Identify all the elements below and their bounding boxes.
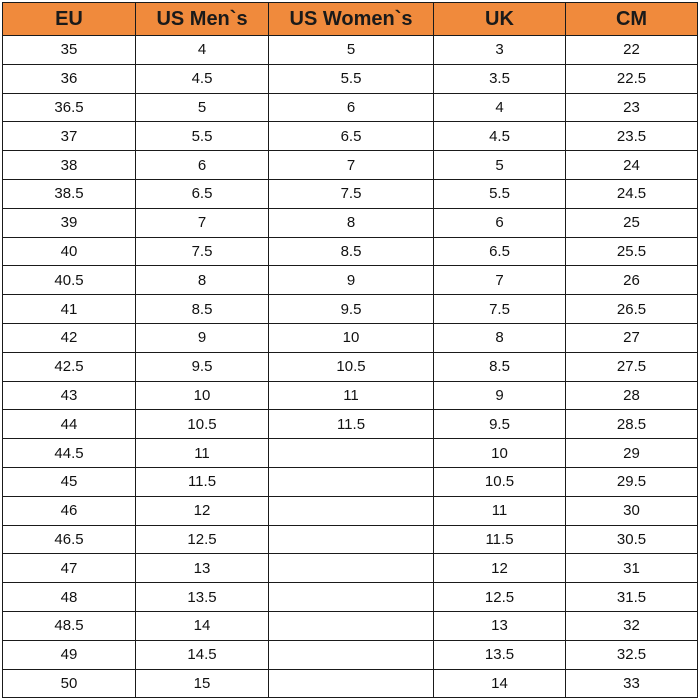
cell-cm: 28 bbox=[566, 381, 698, 410]
cell-cm: 27.5 bbox=[566, 352, 698, 381]
table-row bbox=[3, 208, 698, 237]
column-header-cm: CM bbox=[566, 3, 698, 36]
cell-cm: 23.5 bbox=[566, 122, 698, 151]
table-row bbox=[3, 295, 698, 324]
cell-uk: 11 bbox=[434, 496, 566, 525]
cell-uk: 13 bbox=[434, 611, 566, 640]
cell-us-mens: 11 bbox=[136, 439, 269, 468]
cell-us-mens: 10.5 bbox=[136, 410, 269, 439]
cell-us-womens: 5 bbox=[269, 36, 434, 65]
cell-cm: 26 bbox=[566, 266, 698, 295]
cell-eu: 50 bbox=[3, 669, 136, 698]
cell-us-womens: 8.5 bbox=[269, 237, 434, 266]
cell-us-mens: 12.5 bbox=[136, 525, 269, 554]
cell-eu: 35 bbox=[3, 36, 136, 65]
cell-eu: 36.5 bbox=[3, 93, 136, 122]
cell-us-mens: 12 bbox=[136, 496, 269, 525]
cell-us-womens: 10.5 bbox=[269, 352, 434, 381]
cell-uk: 6.5 bbox=[434, 237, 566, 266]
column-header-eu: EU bbox=[3, 3, 136, 36]
table-row bbox=[3, 237, 698, 266]
cell-cm: 33 bbox=[566, 669, 698, 698]
cell-cm: 30 bbox=[566, 496, 698, 525]
cell-eu: 47 bbox=[3, 554, 136, 583]
cell-uk: 4.5 bbox=[434, 122, 566, 151]
cell-us-mens: 7 bbox=[136, 208, 269, 237]
cell-us-mens: 4.5 bbox=[136, 64, 269, 93]
cell-eu: 46 bbox=[3, 496, 136, 525]
cell-eu: 48 bbox=[3, 583, 136, 612]
cell-eu: 37 bbox=[3, 122, 136, 151]
cell-us-womens bbox=[269, 554, 434, 583]
cell-uk: 4 bbox=[434, 93, 566, 122]
cell-eu: 46.5 bbox=[3, 525, 136, 554]
cell-eu: 43 bbox=[3, 381, 136, 410]
cell-us-mens: 7.5 bbox=[136, 237, 269, 266]
cell-cm: 24.5 bbox=[566, 179, 698, 208]
cell-uk: 14 bbox=[434, 669, 566, 698]
cell-cm: 29.5 bbox=[566, 467, 698, 496]
cell-us-womens: 8 bbox=[269, 208, 434, 237]
cell-us-womens: 11.5 bbox=[269, 410, 434, 439]
table-row bbox=[3, 554, 698, 583]
cell-uk: 6 bbox=[434, 208, 566, 237]
cell-eu: 49 bbox=[3, 640, 136, 669]
cell-us-womens: 6.5 bbox=[269, 122, 434, 151]
cell-cm: 30.5 bbox=[566, 525, 698, 554]
table-row bbox=[3, 36, 698, 65]
cell-us-womens: 7 bbox=[269, 151, 434, 180]
cell-eu: 39 bbox=[3, 208, 136, 237]
size-chart bbox=[2, 2, 697, 698]
cell-cm: 31 bbox=[566, 554, 698, 583]
table-row bbox=[3, 352, 698, 381]
cell-cm: 25 bbox=[566, 208, 698, 237]
cell-uk: 8 bbox=[434, 323, 566, 352]
cell-us-womens bbox=[269, 496, 434, 525]
cell-cm: 32.5 bbox=[566, 640, 698, 669]
table-row bbox=[3, 640, 698, 669]
table-row bbox=[3, 179, 698, 208]
cell-cm: 24 bbox=[566, 151, 698, 180]
table-header-row bbox=[3, 3, 698, 36]
cell-uk: 9.5 bbox=[434, 410, 566, 439]
cell-us-mens: 6 bbox=[136, 151, 269, 180]
table-row bbox=[3, 122, 698, 151]
cell-uk: 12 bbox=[434, 554, 566, 583]
cell-uk: 5 bbox=[434, 151, 566, 180]
cell-us-womens: 9.5 bbox=[269, 295, 434, 324]
cell-us-mens: 8 bbox=[136, 266, 269, 295]
cell-us-womens bbox=[269, 611, 434, 640]
cell-us-womens bbox=[269, 640, 434, 669]
cell-us-womens: 7.5 bbox=[269, 179, 434, 208]
cell-eu: 45 bbox=[3, 467, 136, 496]
column-header-us-womens: US Women`s bbox=[269, 3, 434, 36]
table-row bbox=[3, 410, 698, 439]
cell-us-mens: 9 bbox=[136, 323, 269, 352]
size-conversion-table bbox=[2, 2, 698, 698]
cell-us-womens bbox=[269, 467, 434, 496]
cell-uk: 10 bbox=[434, 439, 566, 468]
cell-eu: 48.5 bbox=[3, 611, 136, 640]
table-row bbox=[3, 381, 698, 410]
cell-uk: 12.5 bbox=[434, 583, 566, 612]
cell-cm: 29 bbox=[566, 439, 698, 468]
cell-us-womens bbox=[269, 583, 434, 612]
cell-eu: 42 bbox=[3, 323, 136, 352]
table-row bbox=[3, 611, 698, 640]
cell-us-mens: 14 bbox=[136, 611, 269, 640]
cell-us-womens bbox=[269, 439, 434, 468]
table-row bbox=[3, 93, 698, 122]
cell-cm: 26.5 bbox=[566, 295, 698, 324]
cell-eu: 40 bbox=[3, 237, 136, 266]
table-row bbox=[3, 266, 698, 295]
table-row bbox=[3, 496, 698, 525]
cell-cm: 22 bbox=[566, 36, 698, 65]
table-row bbox=[3, 525, 698, 554]
cell-cm: 27 bbox=[566, 323, 698, 352]
cell-cm: 28.5 bbox=[566, 410, 698, 439]
cell-us-womens: 10 bbox=[269, 323, 434, 352]
table-row bbox=[3, 64, 698, 93]
cell-us-mens: 5 bbox=[136, 93, 269, 122]
cell-eu: 44.5 bbox=[3, 439, 136, 468]
column-header-uk: UK bbox=[434, 3, 566, 36]
table-body bbox=[3, 36, 698, 698]
cell-uk: 7.5 bbox=[434, 295, 566, 324]
cell-eu: 44 bbox=[3, 410, 136, 439]
table-row bbox=[3, 669, 698, 698]
cell-eu: 36 bbox=[3, 64, 136, 93]
cell-us-womens: 9 bbox=[269, 266, 434, 295]
cell-us-mens: 9.5 bbox=[136, 352, 269, 381]
table-row bbox=[3, 439, 698, 468]
cell-us-mens: 15 bbox=[136, 669, 269, 698]
cell-eu: 38.5 bbox=[3, 179, 136, 208]
cell-us-mens: 13 bbox=[136, 554, 269, 583]
table-row bbox=[3, 323, 698, 352]
cell-us-mens: 8.5 bbox=[136, 295, 269, 324]
cell-eu: 40.5 bbox=[3, 266, 136, 295]
cell-uk: 3.5 bbox=[434, 64, 566, 93]
cell-us-mens: 4 bbox=[136, 36, 269, 65]
cell-us-womens: 6 bbox=[269, 93, 434, 122]
cell-uk: 11.5 bbox=[434, 525, 566, 554]
cell-us-womens bbox=[269, 525, 434, 554]
cell-eu: 41 bbox=[3, 295, 136, 324]
cell-uk: 9 bbox=[434, 381, 566, 410]
cell-uk: 8.5 bbox=[434, 352, 566, 381]
cell-us-mens: 11.5 bbox=[136, 467, 269, 496]
cell-us-mens: 5.5 bbox=[136, 122, 269, 151]
cell-cm: 22.5 bbox=[566, 64, 698, 93]
cell-cm: 25.5 bbox=[566, 237, 698, 266]
cell-us-womens bbox=[269, 669, 434, 698]
cell-us-womens: 5.5 bbox=[269, 64, 434, 93]
cell-uk: 10.5 bbox=[434, 467, 566, 496]
cell-us-womens: 11 bbox=[269, 381, 434, 410]
cell-eu: 42.5 bbox=[3, 352, 136, 381]
cell-uk: 7 bbox=[434, 266, 566, 295]
cell-cm: 31.5 bbox=[566, 583, 698, 612]
column-header-us-mens: US Men`s bbox=[136, 3, 269, 36]
cell-uk: 5.5 bbox=[434, 179, 566, 208]
cell-uk: 13.5 bbox=[434, 640, 566, 669]
cell-us-mens: 14.5 bbox=[136, 640, 269, 669]
table-row bbox=[3, 467, 698, 496]
cell-eu: 38 bbox=[3, 151, 136, 180]
cell-uk: 3 bbox=[434, 36, 566, 65]
cell-us-mens: 10 bbox=[136, 381, 269, 410]
cell-cm: 32 bbox=[566, 611, 698, 640]
cell-us-mens: 6.5 bbox=[136, 179, 269, 208]
table-row bbox=[3, 583, 698, 612]
cell-cm: 23 bbox=[566, 93, 698, 122]
cell-us-mens: 13.5 bbox=[136, 583, 269, 612]
table-row bbox=[3, 151, 698, 180]
